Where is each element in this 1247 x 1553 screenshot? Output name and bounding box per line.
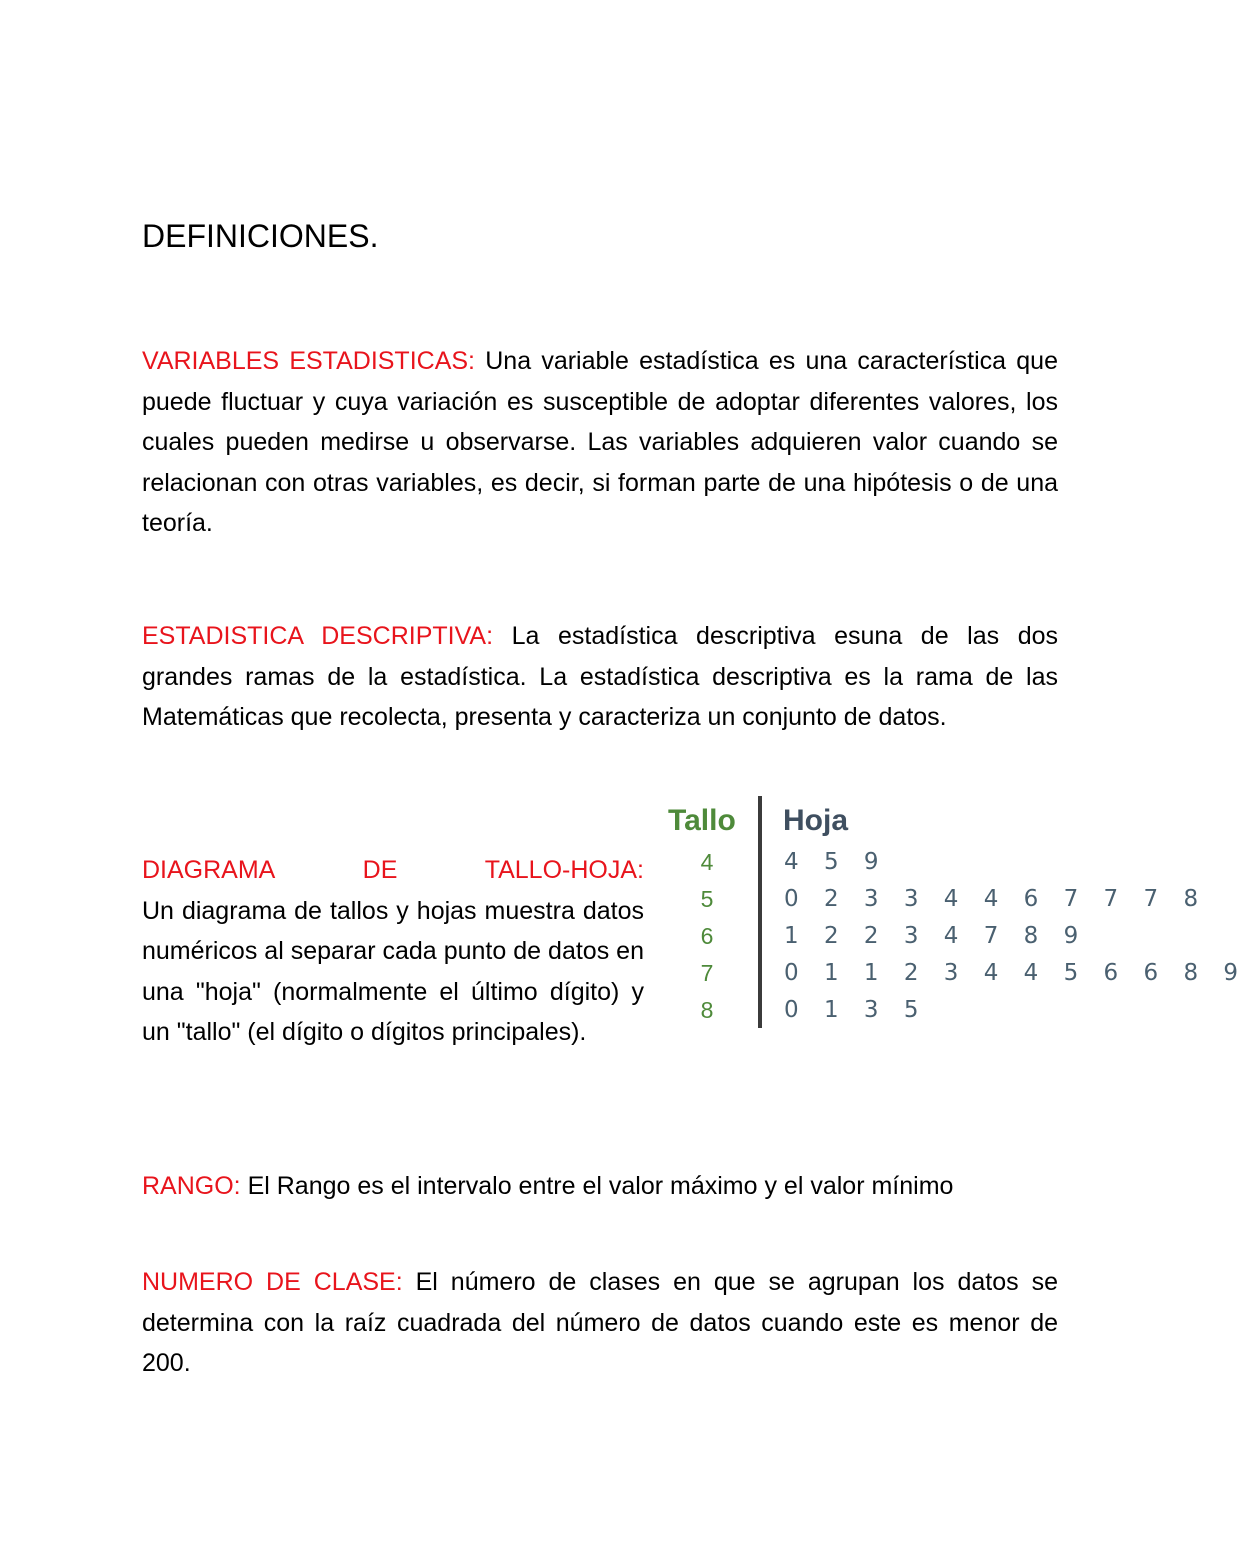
stem-leaf-row: [662, 881, 1208, 917]
definition-clase: [142, 1262, 1058, 1384]
stem-value: 5: [700, 886, 714, 912]
definition-clase-text: El número de clases en que se agrupan los datos se determina con la raíz cuadrada del número de datos cuando este es menor de 200.: [142, 1268, 1058, 1377]
stem-value: 7: [700, 960, 714, 986]
definition-descriptiva: [142, 616, 1058, 738]
definition-rango: [142, 1166, 1058, 1207]
term-rango: RANGO:: [142, 1172, 241, 1200]
term-diagrama: [142, 850, 644, 891]
leaf-values: 0 1 1 2 3 4 4 5 6 6 8 9: [784, 960, 1247, 986]
leaf-values: 0 2 3 3 4 4 6 7 7 7 8: [784, 886, 1208, 912]
page-title: DEFINICIONES.: [142, 218, 379, 254]
stem-leaf-table: [662, 796, 1247, 1030]
term-diagrama-word: DIAGRAMA: [142, 856, 276, 884]
stem-leaf-row: [662, 918, 1102, 954]
definition-descriptiva-text: La estadística descriptiva esuna de las dos grandes ramas de la estadística. La estadística descriptiva es la rama de las Matemáticas que recolecta, presenta y caracteriza un conjunto de datos.: [142, 622, 1058, 731]
stem-value: 4: [700, 849, 714, 875]
term-clase: NUMERO DE CLASE:: [142, 1268, 403, 1296]
term-descriptiva: ESTADISTICA DESCRIPTIVA:: [142, 622, 494, 650]
stem-leaf-row: [662, 992, 1102, 1028]
definition-diagrama-text: Un diagrama de tallos y hojas muestra datos numéricos al separar cada punto de datos en una "hoja" (normalmente el último dígito) y un "tallo" (el dígito o dígitos principales).: [142, 896, 644, 1046]
definition-variables: [142, 341, 1058, 544]
leaf-values: 1 2 2 3 4 7 8 9: [784, 923, 1088, 949]
definition-rango-text: El Rango es el intervalo entre el valor máximo y el valor mínimo: [240, 1172, 954, 1200]
stem-header: Tallo: [668, 804, 736, 837]
stem-leaf-row: [662, 955, 1247, 991]
term-diagrama-word: TALLO-HOJA:: [484, 856, 644, 884]
term-variables: VARIABLES ESTADISTICAS:: [142, 347, 476, 375]
definition-variables-text: Una variable estadística es una característica que puede fluctuar y cuya variación es susceptible de adoptar diferentes valores, los cuales pueden medirse u observarse. Las variables adquieren valor cuando se relacionan con otras variables, es decir, si forman parte de una hipótesis o de una teoría.: [142, 347, 1058, 537]
stem-value: 8: [700, 997, 714, 1023]
definition-diagrama: [142, 850, 644, 1053]
term-diagrama-word: DE: [362, 856, 398, 884]
leaf-values: 4 5 9: [784, 849, 888, 875]
leaf-header: Hoja: [783, 804, 849, 837]
stem-leaf-row: [662, 844, 1102, 880]
leaf-values: 0 1 3 5: [784, 997, 928, 1023]
stem-value: 6: [700, 923, 714, 949]
